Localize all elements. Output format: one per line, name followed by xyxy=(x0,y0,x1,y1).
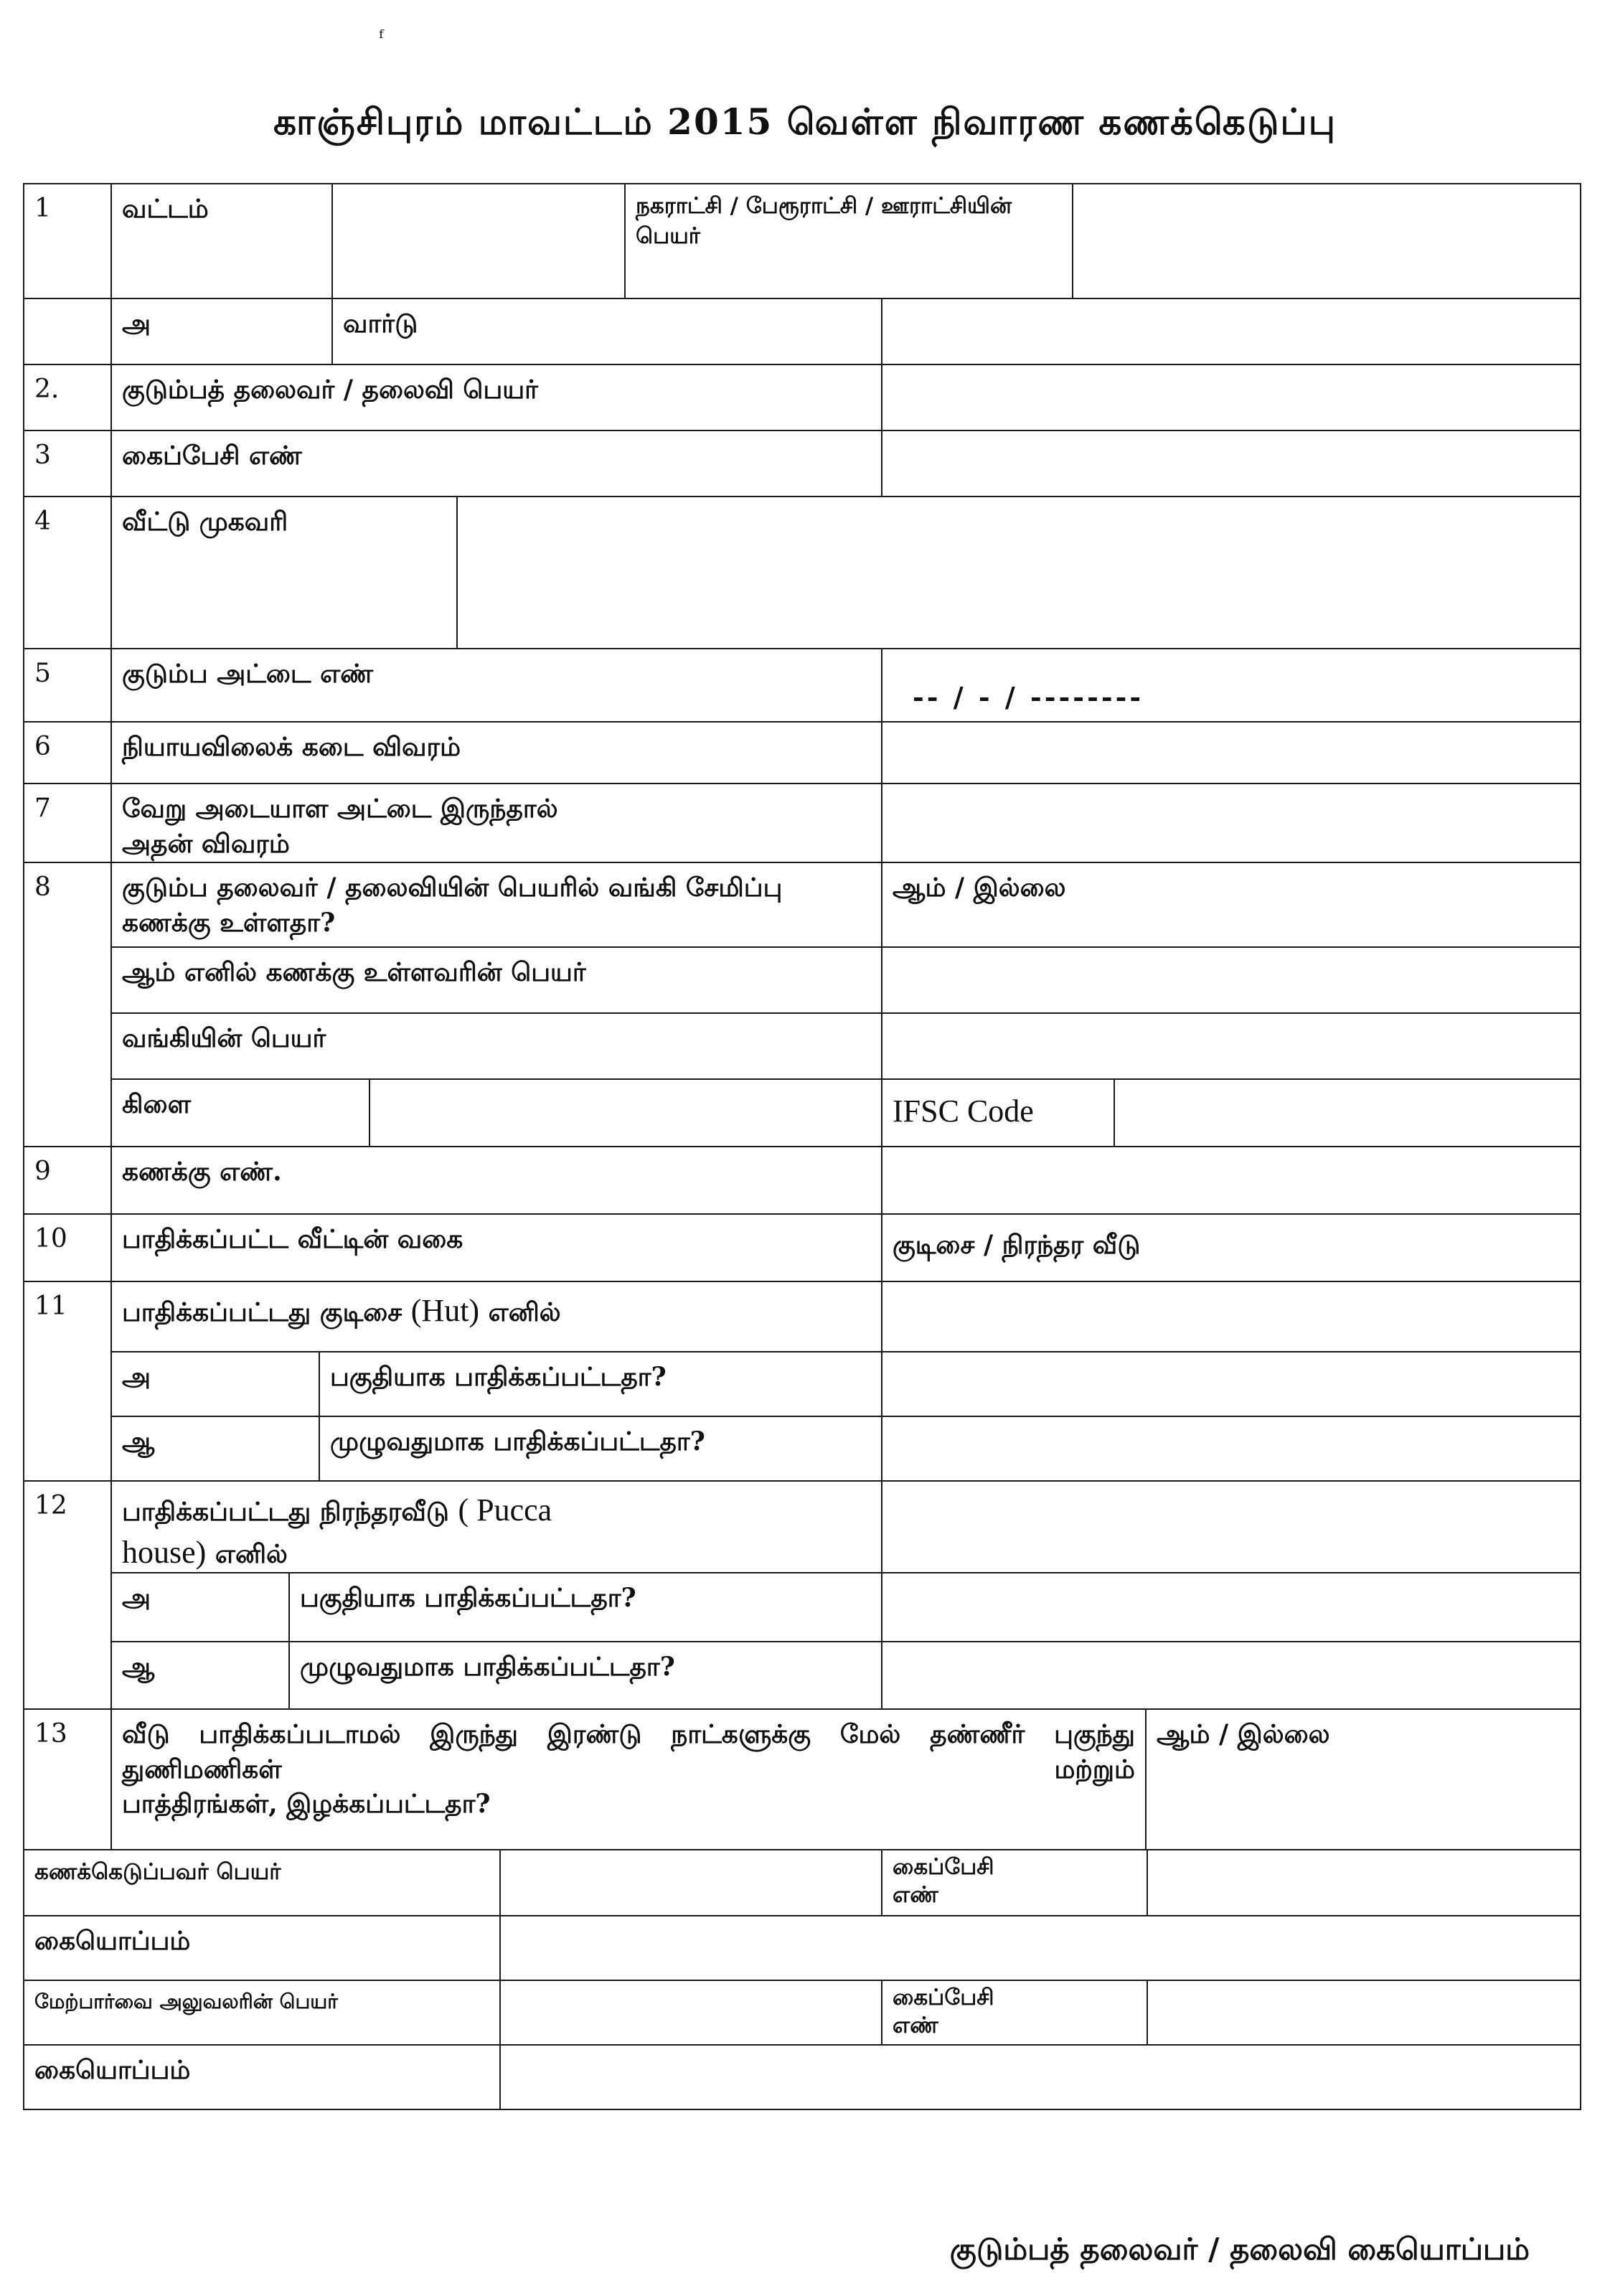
pucca-partial-field[interactable] xyxy=(881,1572,1581,1642)
hut-full-label: முழுவதுமாக பாதிக்கப்பட்டதா? xyxy=(319,1416,882,1482)
mobile-number-label: கைப்பேசி எண் xyxy=(110,430,882,497)
family-head-signature-label: குடும்பத் தலைவர் / தலைவி கையொப்பம் xyxy=(949,2231,1530,2267)
row-number-11: 11 xyxy=(23,1281,112,1482)
enumerator-mobile-field[interactable] xyxy=(1147,1849,1581,1916)
other-id-field[interactable] xyxy=(881,783,1581,863)
row-number-3: 3 xyxy=(23,430,112,497)
row-number-10: 10 xyxy=(23,1213,112,1282)
supervisor-mobile-label-line1: கைப்பேசி xyxy=(893,1985,994,2010)
hut-partial-field[interactable] xyxy=(881,1351,1581,1417)
ifsc-code-field[interactable] xyxy=(1114,1078,1581,1147)
ration-shop-field[interactable] xyxy=(881,721,1581,784)
pucca-full-label: முழுவதுமாக பாதிக்கப்பட்டதா? xyxy=(288,1641,882,1710)
supervisor-mobile-field[interactable] xyxy=(1147,1980,1581,2046)
account-holder-field[interactable] xyxy=(881,946,1581,1014)
house-type-options[interactable]: குடிசை / நிரந்தர வீடு xyxy=(881,1213,1581,1282)
bank-account-question-label: குடும்ப தலைவர் / தலைவியின் பெயரில் வங்கி சேமிப்பு கணக்கு உள்ளதா? xyxy=(110,862,882,948)
row-number-6: 6 xyxy=(23,721,112,784)
enumerator-mobile-label-line2: எண் xyxy=(893,1881,938,1908)
ward-field[interactable] xyxy=(881,298,1581,365)
account-number-field[interactable] xyxy=(881,1146,1581,1215)
hut-damage-label xyxy=(110,1281,882,1352)
mobile-number-field[interactable] xyxy=(881,430,1581,497)
ifsc-code-label: IFSC Code xyxy=(881,1078,1115,1147)
house-type-label: பாதிக்கப்பட்ட வீட்டின் வகை xyxy=(110,1213,882,1282)
survey-form-table xyxy=(23,183,1581,2152)
pucca-damage-field[interactable] xyxy=(881,1480,1581,1573)
ration-card-format: -- / - / -------- xyxy=(913,680,1144,713)
hut-full-letter: ஆ xyxy=(110,1416,320,1482)
branch-label: கிளை xyxy=(110,1078,370,1147)
enumerator-signature-label: கையொப்பம் xyxy=(23,1915,501,1981)
family-head-name-label: குடும்பத் தலைவர் / தலைவி பெயர் xyxy=(110,364,882,431)
supervisor-signature-field[interactable] xyxy=(499,2044,1581,2110)
pucca-damage-label xyxy=(110,1480,882,1573)
row-number-7: 7 xyxy=(23,783,112,863)
pucca-damage-label-english-1: ( Pucca xyxy=(458,1492,552,1528)
enumerator-mobile-label-line1: கைப்பேசி xyxy=(893,1854,994,1880)
supervisor-signature-label: கையொப்பம் xyxy=(23,2044,501,2110)
account-holder-label: ஆம் எனில் கணக்கு உள்ளவரின் பெயர் xyxy=(110,946,882,1014)
address-field[interactable] xyxy=(456,496,1581,649)
row-number-9: 9 xyxy=(23,1146,112,1215)
hut-partial-letter: அ xyxy=(110,1351,320,1417)
local-body-field[interactable] xyxy=(1072,183,1581,299)
belongings-loss-label xyxy=(110,1708,1147,1850)
enumerator-signature-field[interactable] xyxy=(499,1915,1581,1981)
hut-damage-label-english: (Hut) xyxy=(410,1293,480,1328)
local-body-label: நகராட்சி / பேரூராட்சி / ஊராட்சியின் பெயர் xyxy=(624,183,1073,299)
pucca-full-field[interactable] xyxy=(881,1641,1581,1710)
supervisor-name-field[interactable] xyxy=(499,1980,882,2046)
pucca-damage-label-post: எனில் xyxy=(215,1539,288,1570)
supervisor-mobile-label-line2: எண் xyxy=(893,2012,938,2038)
enumerator-name-label: கணக்கெடுப்பவர் பெயர் xyxy=(23,1849,501,1916)
ration-card-field[interactable] xyxy=(881,648,1581,723)
bank-account-yes-no[interactable]: ஆம் / இல்லை xyxy=(881,862,1581,948)
hut-damage-field[interactable] xyxy=(881,1281,1581,1352)
pucca-damage-label-pre: பாதிக்கப்பட்டது நிரந்தரவீடு xyxy=(122,1497,449,1527)
ward-letter: அ xyxy=(110,298,333,365)
account-number-label: கணக்கு எண். xyxy=(110,1146,882,1215)
enumerator-mobile-label xyxy=(881,1849,1148,1916)
row-number-1: 1 xyxy=(23,183,112,299)
supervisor-name-label: மேற்பார்வை அலுவலரின் பெயர் xyxy=(23,1980,501,2046)
row-number-5: 5 xyxy=(23,648,112,723)
supervisor-mobile-label xyxy=(881,1980,1148,2046)
belongings-loss-label-main: வீடு பாதிக்கப்படாமல் இருந்து இரண்டு நாட்களுக்கு மேல் தண்ணீர் புகுந்து துணிமணிகள் மற்றும் xyxy=(122,1719,1135,1784)
row-number-13: 13 xyxy=(23,1708,112,1850)
family-head-name-field[interactable] xyxy=(881,364,1581,431)
pucca-damage-label-english-2: house) xyxy=(122,1535,207,1571)
hut-damage-label-pre: பாதிக்கப்பட்டது குடிசை xyxy=(122,1297,403,1327)
belongings-loss-label-last: பாத்திரங்கள், இழக்கப்பட்டதா? xyxy=(122,1789,491,1820)
taluk-label: வட்டம் xyxy=(110,183,333,299)
ward-label: வார்டு xyxy=(331,298,882,365)
belongings-loss-yes-no[interactable]: ஆம் / இல்லை xyxy=(1145,1708,1581,1850)
hut-partial-label: பகுதியாக பாதிக்கப்பட்டதா? xyxy=(319,1351,882,1417)
row-number-2: 2. xyxy=(23,364,112,431)
bank-name-field[interactable] xyxy=(881,1012,1581,1080)
row-number-4: 4 xyxy=(23,496,112,649)
ration-card-label: குடும்ப அட்டை எண் xyxy=(110,648,882,723)
row-number-blank xyxy=(23,298,112,365)
other-id-label: வேறு அடையாள அட்டை இருந்தால் அதன் விவரம் xyxy=(110,783,882,863)
stray-mark: ᶠ xyxy=(379,26,384,50)
row-number-12: 12 xyxy=(23,1480,112,1710)
branch-field[interactable] xyxy=(369,1078,882,1147)
enumerator-name-field[interactable] xyxy=(499,1849,882,1916)
ration-shop-label: நியாயவிலைக் கடை விவரம் xyxy=(110,721,882,784)
pucca-partial-letter: அ xyxy=(110,1572,290,1642)
hut-full-field[interactable] xyxy=(881,1416,1581,1482)
pucca-full-letter: ஆ xyxy=(110,1641,290,1710)
row-number-8: 8 xyxy=(23,862,112,1147)
address-label: வீட்டு முகவரி xyxy=(110,496,458,649)
form-title: காஞ்சிபுரம் மாவட்டம் 2015 வெள்ள நிவாரண கணக்கெடுப்பு xyxy=(273,100,1337,143)
pucca-partial-label: பகுதியாக பாதிக்கப்பட்டதா? xyxy=(288,1572,882,1642)
hut-damage-label-post: எனில் xyxy=(488,1297,561,1327)
bank-name-label: வங்கியின் பெயர் xyxy=(110,1012,882,1080)
taluk-field[interactable] xyxy=(331,183,626,299)
